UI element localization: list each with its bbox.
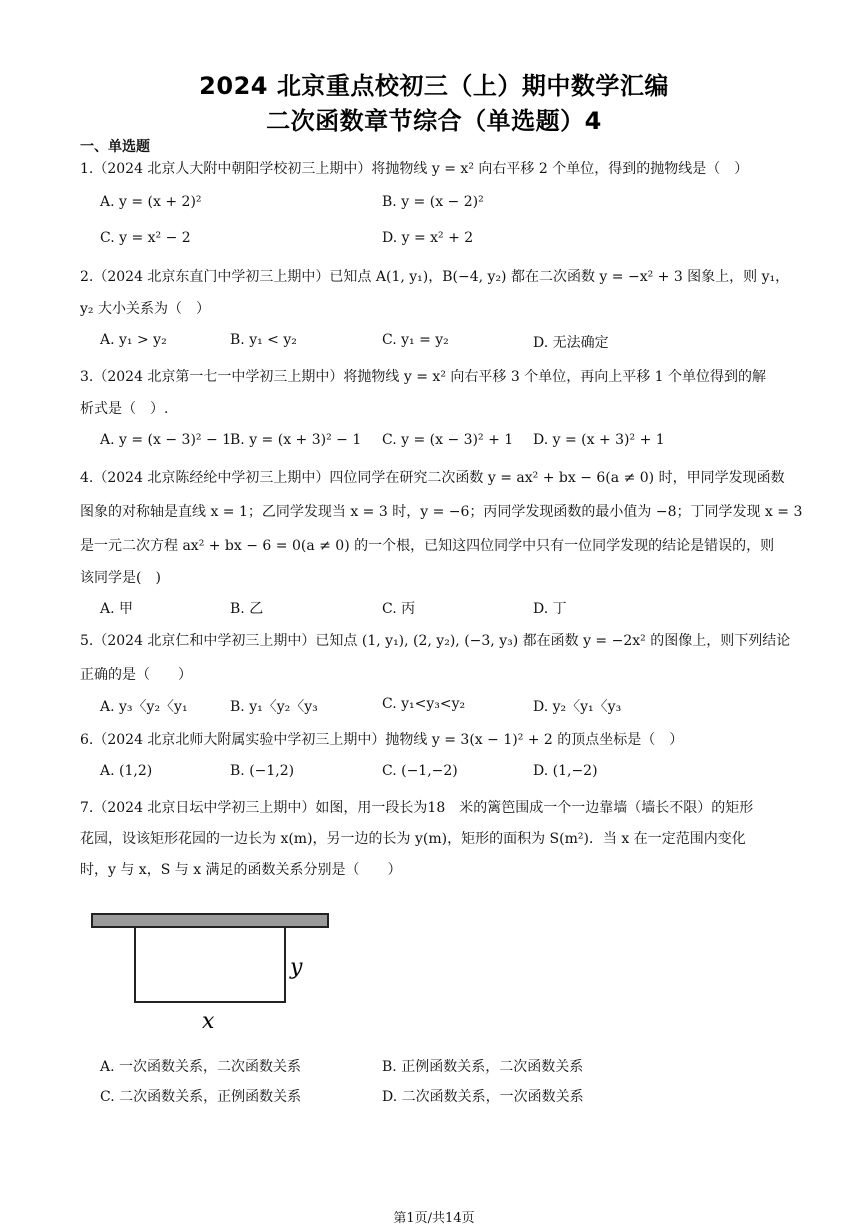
question-2-option-b: B. y₁ < y₂: [230, 332, 297, 348]
question-6-option-d: D. (1,−2): [533, 763, 598, 779]
question-5-option-a: A. y₃〈y₂〈y₁: [100, 699, 188, 715]
question-4-option-b: B. 乙: [230, 601, 264, 617]
question-4-option-a: A. 甲: [100, 601, 134, 617]
question-1-option-d: D. y = x² + 2: [382, 230, 474, 246]
question-2-line-2: y₂ 大小关系为（ ）: [80, 301, 210, 317]
page-footer: 第1页/共14页: [393, 1211, 475, 1226]
label-x: x: [202, 1009, 215, 1034]
question-1-line-1: 1.（2024 北京人大附中朝阳学校初三上期中）将抛物线 y = x² 向右平移 2 个单位，得到的抛物线是（ ）: [80, 161, 749, 177]
question-5-option-d: D. y₂〈y₁〈y₃: [533, 699, 622, 715]
question-3-option-c: C. y = (x − 3)² + 1: [382, 432, 514, 448]
question-5-line-2: 正确的是（ ）: [80, 667, 192, 683]
question-4-option-c: C. 丙: [382, 601, 416, 617]
question-2-line-1: 2.（2024 北京东直门中学初三上期中）已知点 A(1, y₁)，B(−4, y₂) 都在二次函数 y = −x² + 3 图象上，则 y₁，: [80, 269, 790, 285]
question-1-option-c: C. y = x² − 2: [100, 230, 191, 246]
question-5-line-1: 5.（2024 北京仁和中学初三上期中）已知点 (1, y₁), (2, y₂), (−3, y₃) 都在函数 y = −2x² 的图像上，则下列结论: [80, 633, 791, 649]
question-7-option-d: D. 二次函数关系，一次函数关系: [382, 1089, 584, 1105]
question-4-option-d: D. 丁: [533, 601, 567, 617]
question-2-option-d: D. 无法确定: [533, 335, 609, 351]
question-2-option-c: C. y₁ = y₂: [382, 332, 449, 348]
garden-rectangle: [135, 927, 285, 1002]
question-3-line-1: 3.（2024 北京第一七一中学初三上期中）将抛物线 y = x² 向右平移 3 个单位，再向上平移 1 个单位得到的解: [80, 369, 766, 385]
question-5-option-c: C. y₁<y₃<y₂: [382, 696, 466, 712]
question-1-option-b: B. y = (x − 2)²: [382, 194, 484, 210]
wall: [92, 914, 328, 927]
question-3-option-a: A. y = (x − 3)² − 1: [100, 432, 232, 448]
question-2-option-a: A. y₁ > y₂: [100, 332, 167, 348]
label-y: y: [290, 955, 303, 980]
question-4-line-4: 该同学是( ): [80, 570, 161, 586]
question-4-line-1: 4.（2024 北京陈经纶中学初三上期中）四位同学在研究二次函数 y = ax² + bx − 6(a ≠ 0) 时，甲同学发现函数: [80, 470, 785, 486]
question-3-option-d: D. y = (x + 3)² + 1: [533, 432, 665, 448]
question-7-option-b: B. 正例函数关系，二次函数关系: [382, 1059, 584, 1075]
question-3-line-2: 析式是（ ）.: [80, 401, 169, 417]
question-7-line-3: 时，y 与 x，S 与 x 满足的函数关系分别是（ ）: [80, 862, 402, 878]
section-heading: 一、单选题: [80, 139, 150, 155]
question-1-option-a: A. y = (x + 2)²: [100, 194, 202, 210]
question-7-option-c: C. 二次函数关系，正例函数关系: [100, 1089, 302, 1105]
question-7-line-2: 花园，设该矩形花园的一边长为 x(m)，另一边的长为 y(m)，矩形的面积为 S(m²)．当 x 在一定范围内变化: [80, 831, 746, 847]
document-subtitle: 二次函数章节综合（单选题）4: [266, 107, 602, 135]
question-6-option-b: B. (−1,2): [230, 763, 295, 779]
question-6-option-c: C. (−1,−2): [382, 763, 458, 779]
question-6-line-1: 6.（2024 北京北师大附属实验中学初三上期中）抛物线 y = 3(x − 1)² + 2 的顶点坐标是（ ）: [80, 732, 684, 748]
document-title: 2024 北京重点校初三（上）期中数学汇编: [199, 72, 669, 100]
question-4-line-2: 图象的对称轴是直线 x = 1；乙同学发现当 x = 3 时，y = −6；丙同学发现函数的最小值为 −8；丁同学发现 x = 3: [80, 504, 803, 520]
question-6-option-a: A. (1,2): [100, 763, 153, 779]
question-7-option-a: A. 一次函数关系，二次函数关系: [100, 1059, 302, 1075]
garden-figure: [90, 912, 340, 1037]
question-3-option-b: B. y = (x + 3)² − 1: [230, 432, 362, 448]
question-4-line-3: 是一元二次方程 ax² + bx − 6 = 0(a ≠ 0) 的一个根，已知这四位同学中只有一位同学发现的结论是错误的，则: [80, 538, 775, 554]
question-7-line-1: 7.（2024 北京日坛中学初三上期中）如图，用一段长为18 米的篱笆围成一个一边靠墙（墙长不限）的矩形: [80, 800, 754, 816]
question-5-option-b: B. y₁〈y₂〈y₃: [230, 699, 318, 715]
